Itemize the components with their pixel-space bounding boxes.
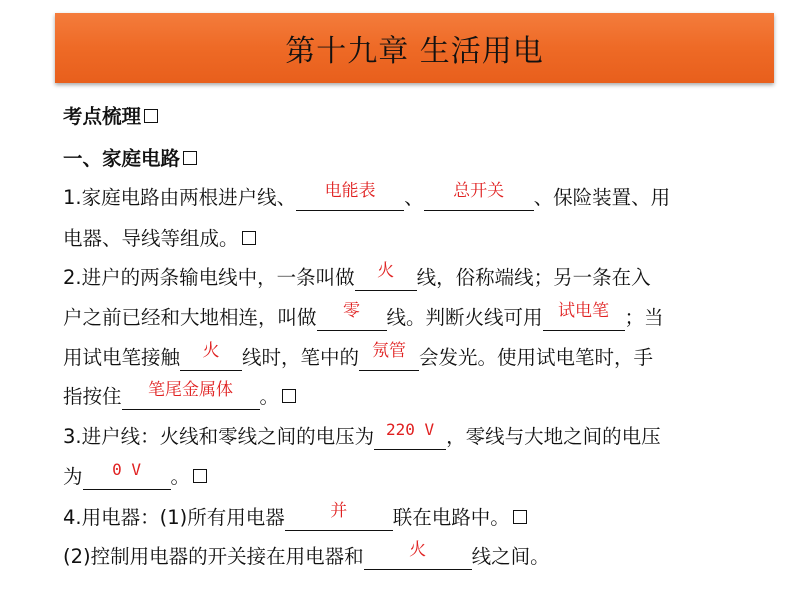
answer-live: 火 bbox=[377, 261, 395, 281]
q3-line2 bbox=[63, 460, 207, 490]
answer-tail-metal: 笔尾金属体 bbox=[148, 380, 234, 400]
q2-text: 指按住 bbox=[63, 385, 122, 408]
heading-household-text: 一、家庭电路 bbox=[63, 147, 181, 170]
checkbox-icon bbox=[144, 109, 158, 123]
q2-text-end: 线，俗称端线；另一条在入 bbox=[416, 266, 651, 289]
blank-neon bbox=[359, 341, 419, 371]
q1-text-end: 、保险装置、用 bbox=[533, 186, 671, 209]
q2-text-end: ；当 bbox=[624, 306, 664, 329]
answer-switch: 总开关 bbox=[453, 181, 505, 201]
answer-0v: 0 V bbox=[112, 460, 141, 479]
q2-line2 bbox=[63, 301, 664, 331]
blank-220v bbox=[374, 420, 446, 450]
checkbox-icon bbox=[183, 151, 197, 165]
answer-switch-live: 火 bbox=[409, 540, 427, 560]
q1-text-line2: 电器、导线等组成。 bbox=[63, 227, 239, 250]
title-banner bbox=[55, 13, 774, 83]
q1-sep: 、 bbox=[404, 186, 424, 209]
q3-text: 为 bbox=[63, 465, 83, 488]
q2-text: 户之前已经和大地相连，叫做 bbox=[63, 306, 317, 329]
q5-text-end: 线之间。 bbox=[471, 545, 550, 568]
q1-line2 bbox=[63, 226, 256, 252]
checkbox-icon bbox=[282, 389, 296, 403]
q2-line1 bbox=[63, 261, 651, 291]
q3-text-end: 。 bbox=[170, 465, 191, 488]
blank-parallel bbox=[285, 501, 393, 531]
blank-meter bbox=[296, 181, 404, 211]
blank-0v bbox=[83, 460, 171, 490]
heading-review bbox=[63, 104, 158, 130]
blank-live-wire-2 bbox=[180, 341, 242, 371]
q2-text: 用试电笔接触 bbox=[63, 346, 181, 369]
checkbox-icon bbox=[242, 231, 256, 245]
answer-meter: 电能表 bbox=[324, 181, 376, 201]
heading-household-circuit bbox=[63, 146, 197, 172]
answer-tester: 试电笔 bbox=[558, 301, 610, 321]
q2-text-end: 会发光。使用试电笔时，手 bbox=[419, 346, 654, 369]
q1-line1 bbox=[63, 181, 671, 211]
q5-line bbox=[63, 540, 550, 570]
blank-live-wire bbox=[355, 261, 417, 291]
blank-tester bbox=[543, 301, 625, 331]
q2-text-mid: 线时，笔中的 bbox=[242, 346, 360, 369]
q3-text: 3.进户线：火线和零线之间的电压为 bbox=[63, 425, 375, 448]
q2-line3 bbox=[63, 341, 654, 371]
answer-220v: 220 V bbox=[386, 420, 435, 439]
q1-text: 1.家庭电路由两根进户线、 bbox=[63, 186, 297, 209]
q2-text-mid: 线。判断火线可用 bbox=[386, 306, 543, 329]
answer-neon: 氖管 bbox=[372, 341, 407, 361]
heading-review-text: 考点梳理 bbox=[63, 105, 142, 128]
checkbox-icon bbox=[193, 469, 207, 483]
q2-text: 2.进户的两条输电线中，一条叫做 bbox=[63, 266, 355, 289]
answer-neutral: 零 bbox=[343, 301, 361, 321]
blank-switch bbox=[424, 181, 534, 211]
answer-parallel: 并 bbox=[330, 501, 348, 521]
q4-text-end: 联在电路中。 bbox=[392, 506, 510, 529]
answer-live-2: 火 bbox=[202, 341, 220, 361]
q2-text-end: 。 bbox=[259, 385, 280, 408]
q2-line4 bbox=[63, 380, 296, 410]
blank-neutral-wire bbox=[317, 301, 387, 331]
q4-text: 4.用电器：(1)所有用电器 bbox=[63, 506, 285, 529]
q5-text: (2)控制用电器的开关接在用电器和 bbox=[63, 545, 364, 568]
blank-tail-metal bbox=[122, 380, 260, 410]
checkbox-icon bbox=[513, 510, 527, 524]
q4-line bbox=[63, 501, 527, 531]
chapter-title: 第十九章 生活用电 bbox=[285, 34, 544, 69]
q3-text-end: ，零线与大地之间的电压 bbox=[446, 425, 661, 448]
q3-line1 bbox=[63, 420, 661, 450]
blank-switch-live bbox=[364, 540, 472, 570]
